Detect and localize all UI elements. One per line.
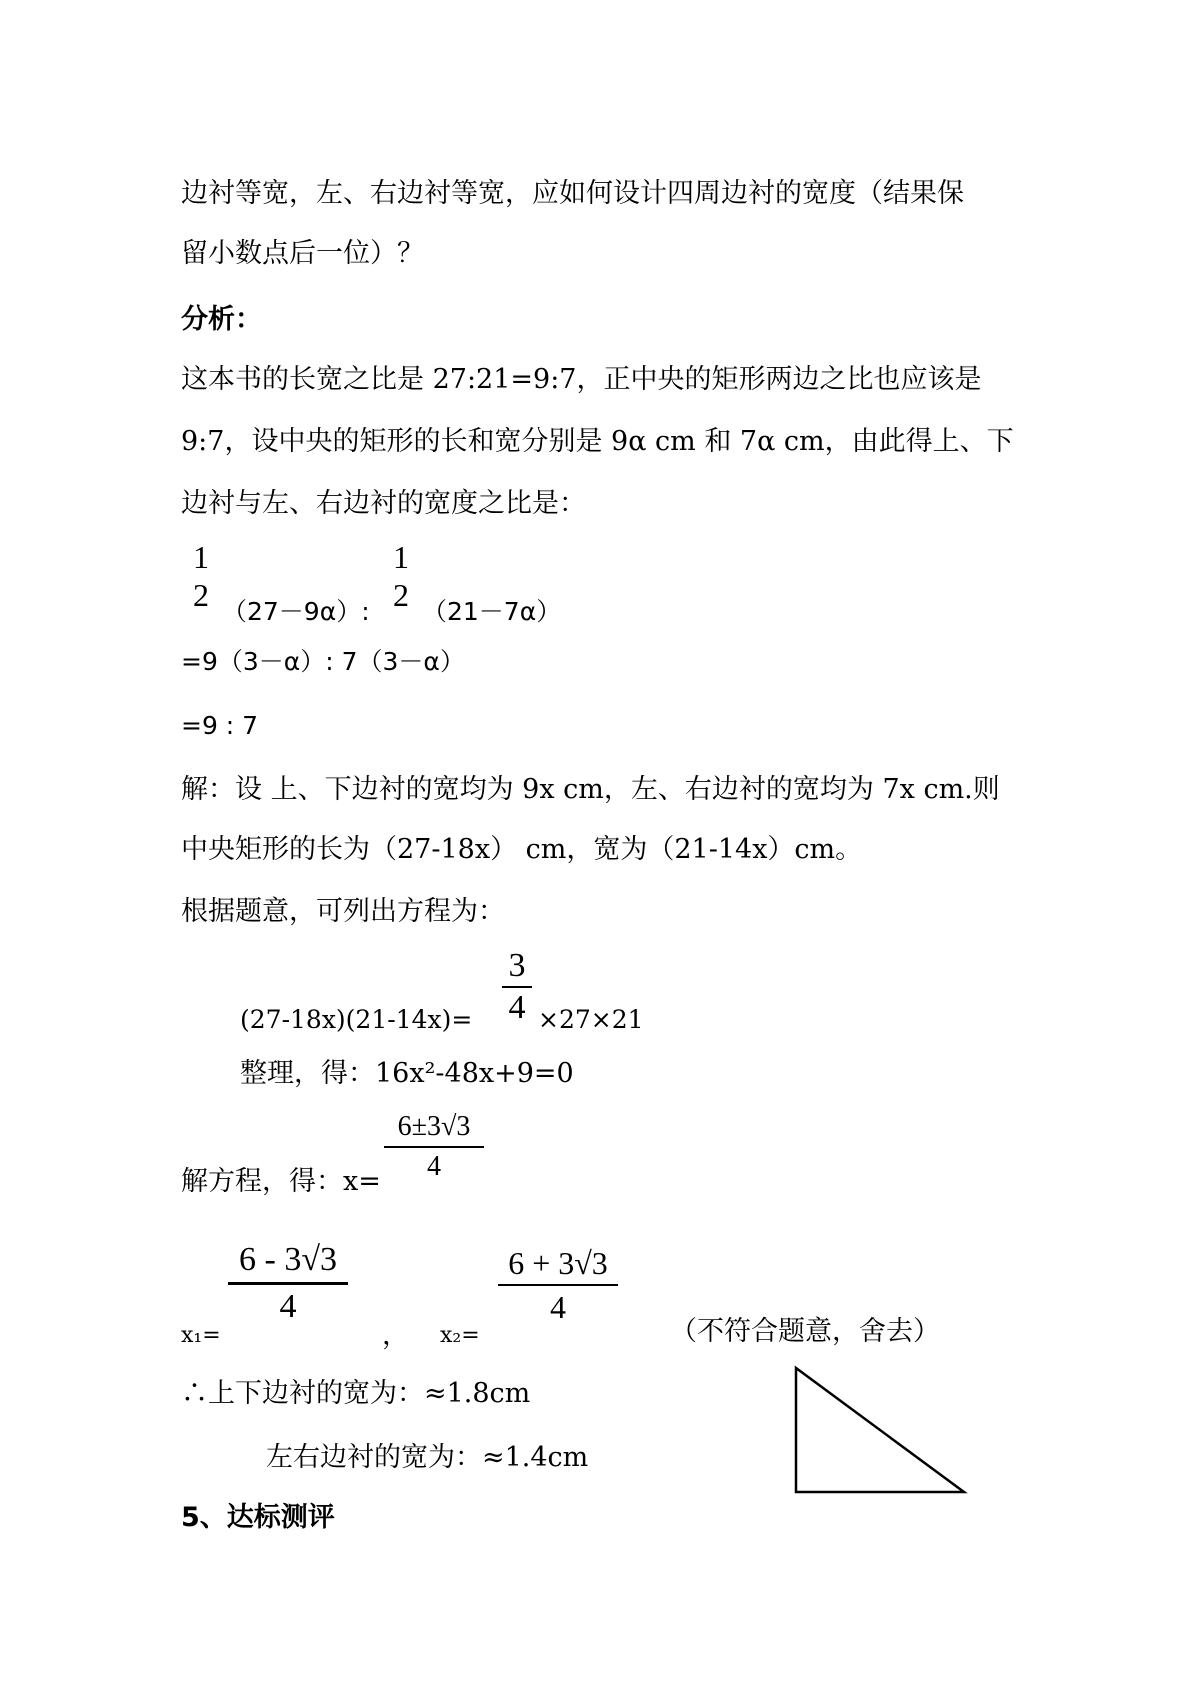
ratio-part-a: （27－9α）: bbox=[222, 597, 370, 626]
solve-label: 解方程，得：x= bbox=[181, 1166, 381, 1197]
ratio-equation-2: =9 : 7 bbox=[181, 711, 259, 740]
triangle-figure bbox=[790, 1360, 980, 1500]
fraction-half-2 bbox=[386, 538, 416, 614]
equation-left: (27-18x)(21-14x)= bbox=[240, 1005, 473, 1034]
fraction-numerator: 6 - 3√3 bbox=[239, 1241, 337, 1278]
fraction-numerator: 3 bbox=[508, 947, 526, 984]
conclusion-line-2: 左右边衬的宽为：≈1.4cm bbox=[266, 1442, 589, 1473]
fraction-numerator: 6±3√3 bbox=[397, 1111, 471, 1142]
right-triangle bbox=[796, 1368, 964, 1492]
solution-line-1: 解：设 上、下边衬的宽均为 9x cm，左、右边衬的宽均为 7x cm.则 bbox=[181, 774, 1000, 805]
fraction-roots bbox=[384, 1108, 484, 1186]
fraction-numerator: 6 + 3√3 bbox=[508, 1245, 608, 1281]
fraction-denominator: 4 bbox=[508, 989, 526, 1026]
fraction-denominator: 4 bbox=[550, 1289, 566, 1325]
discard-note: （不符合题意，舍去） bbox=[670, 1316, 940, 1347]
conclusion-line-1: ∴上下边衬的宽为：≈1.8cm bbox=[181, 1378, 531, 1409]
text-line-1: 边衬等宽，左、右边衬等宽，应如何设计四周边衬的宽度（结果保 bbox=[181, 178, 964, 209]
fraction-denominator: 2 bbox=[393, 577, 409, 613]
fraction-denominator: 4 bbox=[427, 1151, 441, 1182]
text-line-2: 留小数点后一位）？ bbox=[181, 238, 424, 269]
x2-label: x₂= bbox=[440, 1323, 480, 1348]
text-line-5: 边衬与左、右边衬的宽度之比是： bbox=[181, 488, 586, 519]
fraction-three-quarters bbox=[502, 946, 532, 1028]
ratio-part-b: （21－7α） bbox=[422, 597, 562, 626]
fraction-x1 bbox=[228, 1238, 348, 1329]
text-line-4: 9:7，设中央的矩形的长和宽分别是 9α cm 和 7α cm，由此得上、下 bbox=[181, 426, 1014, 457]
ratio-equation-1: =9（3－α）: 7（3－α） bbox=[181, 647, 465, 676]
solution-line-3: 根据题意，可列出方程为： bbox=[181, 896, 505, 927]
comma: ， bbox=[382, 1320, 409, 1351]
analysis-heading: 分析： bbox=[181, 304, 262, 335]
equation-right: ×27×21 bbox=[538, 1005, 644, 1034]
fraction-numerator: 1 bbox=[193, 539, 209, 575]
solution-line-2: 中央矩形的长为（27-18x） cm，宽为（21-14x）cm。 bbox=[181, 834, 863, 865]
fraction-numerator: 1 bbox=[393, 539, 409, 575]
text-line-3: 这本书的长宽之比是 27:21=9:7，正中央的矩形两边之比也应该是 bbox=[181, 364, 982, 395]
fraction-x2 bbox=[498, 1242, 618, 1328]
x1-label: x₁= bbox=[181, 1323, 221, 1348]
fraction-denominator: 2 bbox=[193, 577, 209, 613]
section-5-heading: 5、达标测评 bbox=[181, 1502, 335, 1533]
fraction-denominator: 4 bbox=[279, 1288, 297, 1325]
fraction-half-1 bbox=[186, 538, 216, 614]
simplify-line: 整理，得：16x²-48x+9=0 bbox=[240, 1058, 574, 1089]
